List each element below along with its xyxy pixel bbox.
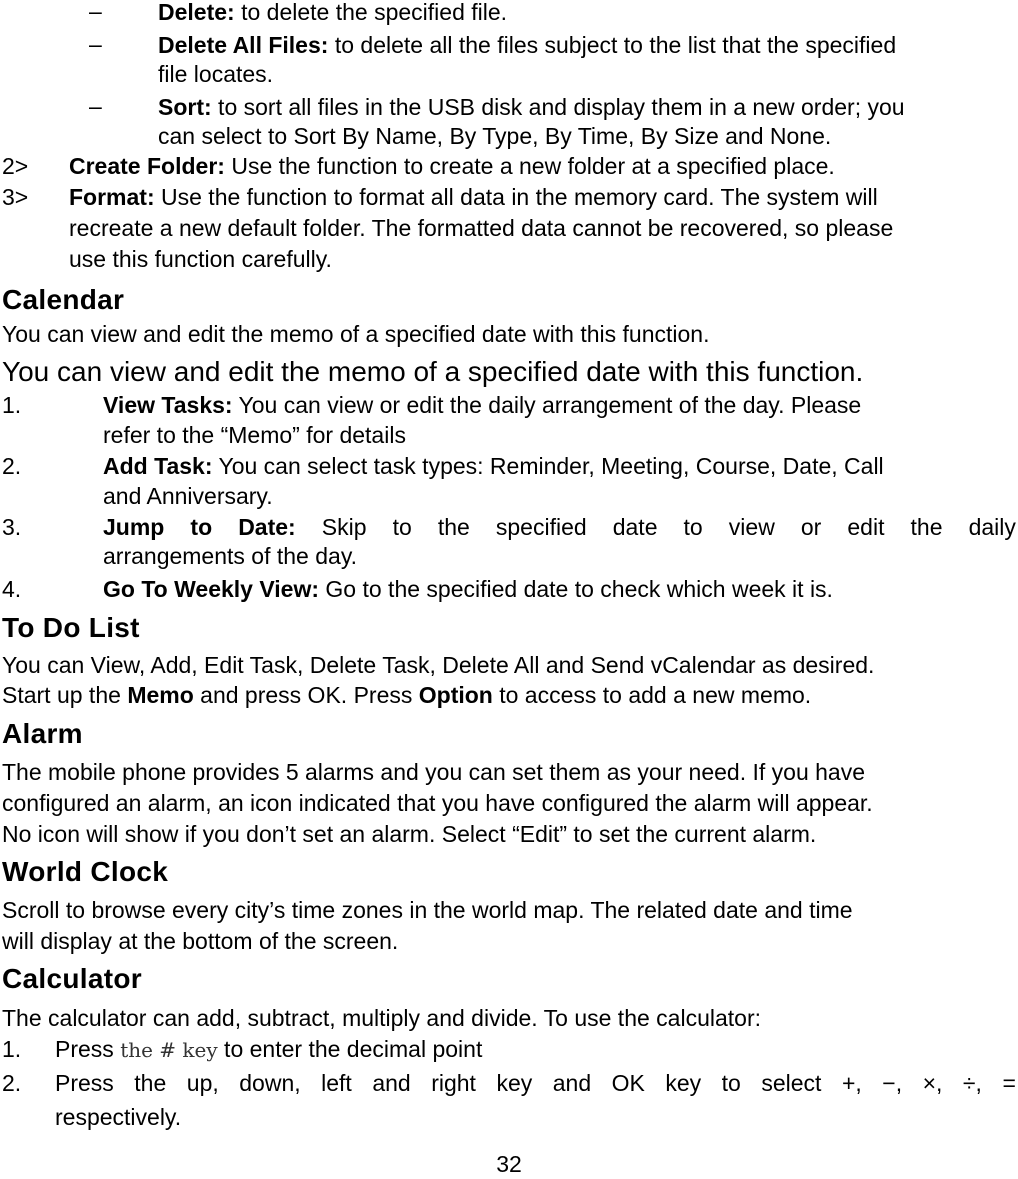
todo-heading: To Do List bbox=[2, 612, 140, 643]
page-number: 32 bbox=[496, 1151, 522, 1177]
justified-line: Press the up, down, left and right key and OK key to select +, −, ×, ÷, = bbox=[55, 1070, 1016, 1096]
calendar-heading: Calendar bbox=[2, 284, 125, 315]
world-clock-line-1: Scroll to browse every city’s time zones in the world map. The related date and time bbox=[2, 897, 853, 923]
alarm-line-2: configured an alarm, an icon indicated that you have configured the alarm will appear. bbox=[2, 790, 873, 816]
term: Delete: bbox=[158, 0, 235, 25]
calendar-intro: You can view and edit the memo of a specified date with this function. bbox=[2, 321, 710, 347]
calculator-intro: The calculator can add, subtract, multiply and divide. To use the calculator: bbox=[2, 1005, 761, 1031]
calendar-intro-large: You can view and edit the memo of a specified date with this function. bbox=[2, 356, 864, 387]
world-clock-heading: World Clock bbox=[2, 856, 169, 887]
key-reference: the # key bbox=[120, 1038, 218, 1062]
world-clock-line-2: will display at the bottom of the screen. bbox=[2, 928, 399, 954]
todo-line-2: Start up the Memo and press OK. Press Option to access to add a new memo. bbox=[2, 682, 812, 708]
todo-line-1: You can View, Add, Edit Task, Delete Task, Delete All and Send vCalendar as desired. bbox=[2, 652, 875, 678]
dash: – bbox=[89, 0, 102, 24]
alarm-heading: Alarm bbox=[2, 718, 83, 749]
alarm-line-3: No icon will show if you don’t set an alarm. Select “Edit” to set the current alarm. bbox=[2, 821, 817, 847]
calculator-heading: Calculator bbox=[2, 963, 142, 994]
justified-line: Jump to Date: Skip to the specified date to view or edit the daily bbox=[103, 514, 1016, 540]
alarm-line-1: The mobile phone provides 5 alarms and you can set them as your need. If you have bbox=[2, 759, 866, 785]
